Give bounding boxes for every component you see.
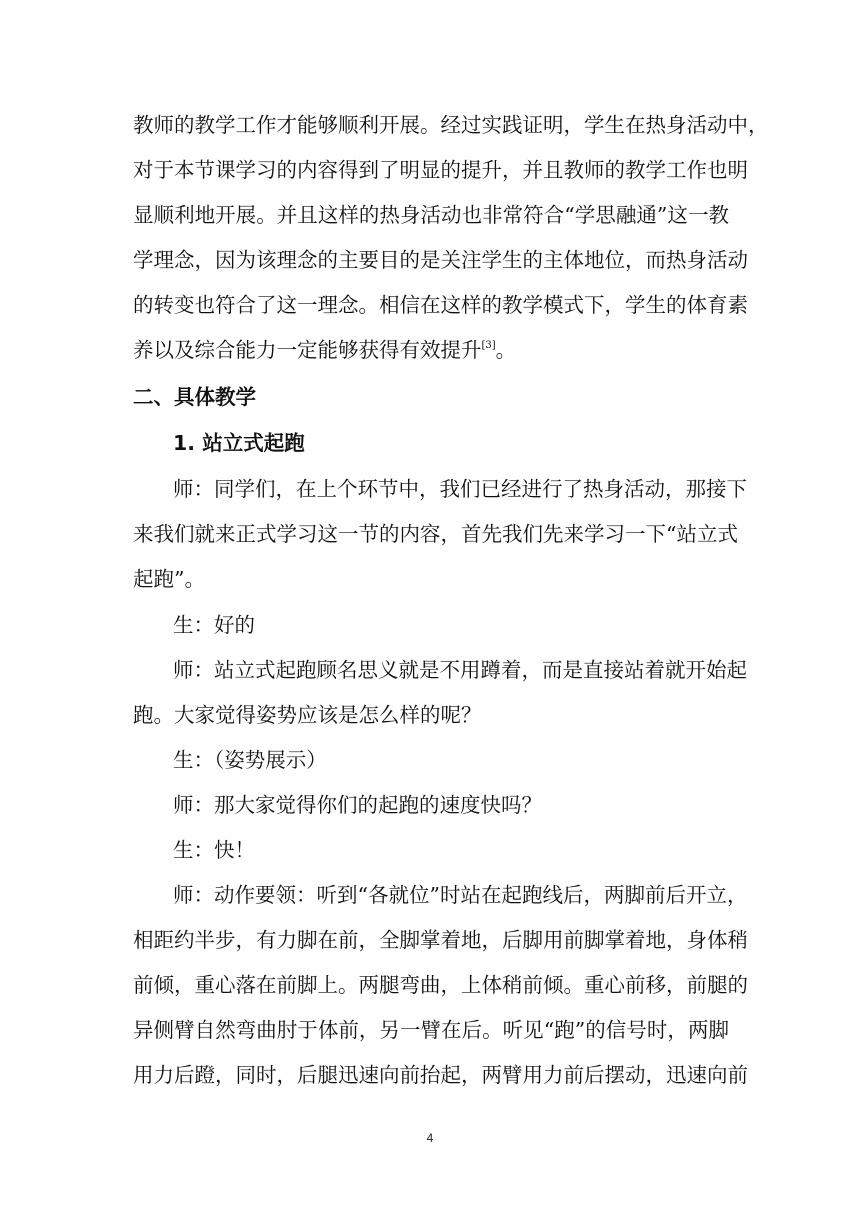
citation-reference: [3]	[481, 340, 496, 351]
paragraph-line	[133, 335, 516, 365]
subsection-heading: 1. 站立式起跑	[173, 431, 305, 455]
dialogue-line: 生：好的	[173, 613, 255, 637]
paragraph-line: 教师的教学工作才能够顺利开展。经过实践证明，学生在热身活动中，	[133, 113, 769, 137]
dialogue-line: 生：（姿势展示）	[173, 748, 327, 772]
dialogue-line: 师：那大家觉得你们的起跑的速度快吗？	[173, 793, 542, 817]
dialogue-line: 生：快！	[173, 838, 255, 862]
dialogue-line: 跑。大家觉得姿势应该是怎么样的呢？	[133, 703, 482, 727]
section-heading: 二、具体教学	[133, 385, 256, 409]
paragraph-line: 的转变也符合了这一理念。相信在这样的教学模式下，学生的体育素	[133, 293, 748, 317]
paragraph-line: 显顺利地开展。并且这样的热身活动也非常符合“学思融通”这一教	[133, 203, 729, 227]
dialogue-line: 师：动作要领：听到“各就位”时站在起跑线后，两脚前后开立，	[173, 883, 748, 907]
paragraph-text: 养以及综合能力一定能够获得有效提升	[133, 338, 482, 362]
paragraph-line: 学理念，因为该理念的主要目的是关注学生的主体地位，而热身活动	[133, 248, 748, 272]
dialogue-line: 师：站立式起跑顾名思义就是不用蹲着，而是直接站着就开始起	[173, 658, 747, 682]
paragraph-end: 。	[495, 338, 517, 362]
dialogue-line: 起跑”。	[133, 567, 205, 591]
dialogue-line: 用力后蹬，同时，后腿迅速向前抬起，两臂用力前后摆动，迅速向前	[133, 1063, 748, 1087]
dialogue-line: 来我们就来正式学习这一节的内容，首先我们先来学习一下“站立式	[133, 522, 738, 546]
dialogue-line: 前倾，重心落在前脚上。两腿弯曲，上体稍前倾。重心前移，前腿的	[133, 973, 748, 997]
dialogue-line: 异侧臂自然弯曲肘于体前，另一臂在后。听见“跑”的信号时，两脚	[133, 1018, 729, 1042]
dialogue-line: 师：同学们，在上个环节中，我们已经进行了热身活动，那接下	[173, 477, 747, 501]
dialogue-line: 相距约半步，有力脚在前，全脚掌着地，后脚用前脚掌着地，身体稍	[133, 928, 748, 952]
paragraph-line: 对于本节课学习的内容得到了明显的提升，并且教师的教学工作也明	[133, 158, 748, 182]
page-number: 4	[426, 1131, 434, 1145]
